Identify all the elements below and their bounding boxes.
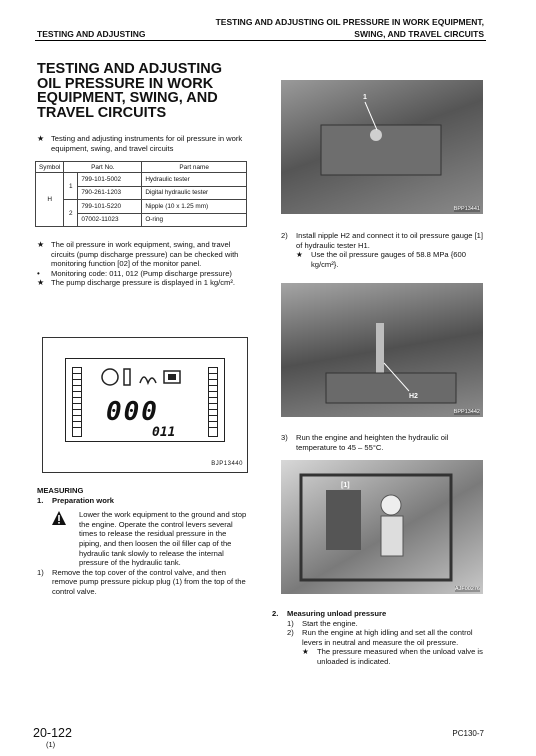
step-number: 1. [37,495,44,505]
callout-label: H2 [409,393,418,400]
install-step [281,231,485,269]
part-name-cell: O-ring [142,213,247,227]
star-icon: ★ [37,278,45,288]
page-number: 20-122 [33,726,72,740]
fuel-gauge [208,367,218,437]
measuring-section [37,486,249,597]
step-number: 2) [287,628,294,638]
list-item [272,619,485,629]
header-title-line2: SWING, AND TRAVEL CIRCUITS [354,28,484,39]
star-icon: ★ [37,134,45,143]
step-text: Start the engine. [302,618,358,628]
list-item [281,433,485,452]
title-line2: OIL PRESSURE IN WORK [37,75,214,92]
figure-id: BJP13440 [211,461,243,467]
operator-cab-photo [281,460,483,594]
group-cell: 1 [64,173,78,200]
warning-triangle-icon [51,510,75,528]
list-item [272,628,485,647]
list-item [37,568,249,597]
list-item [281,231,485,250]
step-text: Run the engine and heighten the hydraulic oil temperature to 45 – 55°C. [296,433,449,452]
title-line1: TESTING AND ADJUSTING [37,61,223,77]
callout-label: 1 [363,94,367,101]
list-item [281,250,485,269]
step-text: Install nipple H2 and connect it to oil pressure gauge [1] of hydraulic tester H1. [296,231,484,250]
symbol-cell: H [36,173,64,227]
list-item [37,278,249,288]
figure-id: BPP13441 [453,206,480,212]
notes-list [37,240,249,288]
note-text: Monitoring code: 011, 012 (Pump discharge pressure) [51,268,232,278]
intro-note [37,134,249,153]
step-text: Remove the top cover of the control valve, and then remove pump pressure pickup plug (1) from the top of the control valve. [52,567,246,596]
monitor-panel [65,358,225,442]
col-header-part-name: Part name [142,162,247,173]
nipple-install-photo-art [281,283,483,417]
control-valve-photo-art [281,80,483,214]
star-icon: ★ [296,250,303,260]
monitor-panel-figure [42,337,248,473]
intro-text: Testing and adjusting instruments for oil pressure in work equipment, swing, and travel circuits [51,134,243,153]
note-text: The pump discharge pressure is displayed in 1 kg/cm². [51,278,236,288]
list-item [37,240,249,269]
warning-block [37,510,249,568]
step-number: 2) [281,231,288,240]
warning-text: Lower the work equipment to the ground and stop the engine. Operate the control levers several times to release the residual pressure in the piping, and then loosen the oil filler cap of the hydraulic tank slowly to release the internal pressure of the hydraulic tank. [79,510,247,568]
control-valve-photo [281,80,483,214]
running-header-title [216,17,484,40]
part-no-cell: 799-101-5220 [78,200,142,214]
part-name-cell: Hydraulic tester [142,173,247,187]
warmup-step [281,433,485,452]
title-line3: EQUIPMENT, SWING, AND [37,90,218,106]
section-heading: MEASURING [37,486,84,495]
group-cell: 2 [64,200,78,227]
table-row [36,200,247,214]
step-heading [37,496,249,506]
part-no-cell: 799-101-5002 [78,173,142,187]
step-heading [272,609,485,619]
page-revision: (1) [46,740,56,749]
part-no-cell: 790-261-1203 [78,186,142,200]
note-text: The oil pressure in work equipment, swing, and travel circuits (pump discharge pressure) can be checked with monitoring function [02] of the monitor panel. [51,240,239,269]
part-name-cell: Nipple (10 x 1.25 mm) [142,200,247,214]
step-number: 2. [272,609,279,618]
warning-lamps-icon [100,365,190,389]
list-item [272,647,485,666]
part-no-cell: 07002-11023 [78,213,142,227]
figure-id: BPP13442 [453,409,480,415]
title-line4: TRAVEL CIRCUITS [37,104,167,121]
note-text: The pressure measured when the unload valve is unloaded is indicated. [317,647,483,666]
star-icon: ★ [302,647,309,657]
big-display-digits: 000 [106,397,159,427]
model-name: PC130-7 [452,729,484,738]
operator-cab-photo-art [281,460,483,594]
col-header-part-no: Part No. [64,162,142,173]
nipple-install-photo [281,283,483,417]
bullet-icon: • [37,268,40,278]
step-number: 1) [37,567,44,577]
figure-id: AJF00276 [454,586,480,592]
step-title: Preparation work [52,495,115,505]
parts-table [35,161,247,227]
col-header-symbol: Symbol [36,162,64,173]
coolant-gauge [72,367,82,437]
note-text: Use the oil pressure gauges of 58.8 MPa {600 kg/cm²}. [311,250,466,269]
step-text: Run the engine at high idling and set all the control levers in neutral and measure the oil pressure. [302,628,473,647]
page-title [37,62,257,120]
step-title: Measuring unload pressure [287,609,387,618]
table-row [36,173,247,187]
unload-pressure-section [272,609,485,667]
monitoring-code-digits: 011 [152,425,176,440]
part-name-cell: Digital hydraulic tester [142,186,247,200]
star-icon: ★ [37,240,45,249]
list-item [37,269,249,279]
step-number: 3) [281,433,288,442]
running-header-section: TESTING AND ADJUSTING [37,29,146,39]
step-number: 1) [287,618,294,628]
callout-label: [1] [341,482,350,489]
header-rule [35,40,486,41]
header-title-line1: TESTING AND ADJUSTING OIL PRESSURE IN WORK EQUIPMENT, [215,17,484,27]
